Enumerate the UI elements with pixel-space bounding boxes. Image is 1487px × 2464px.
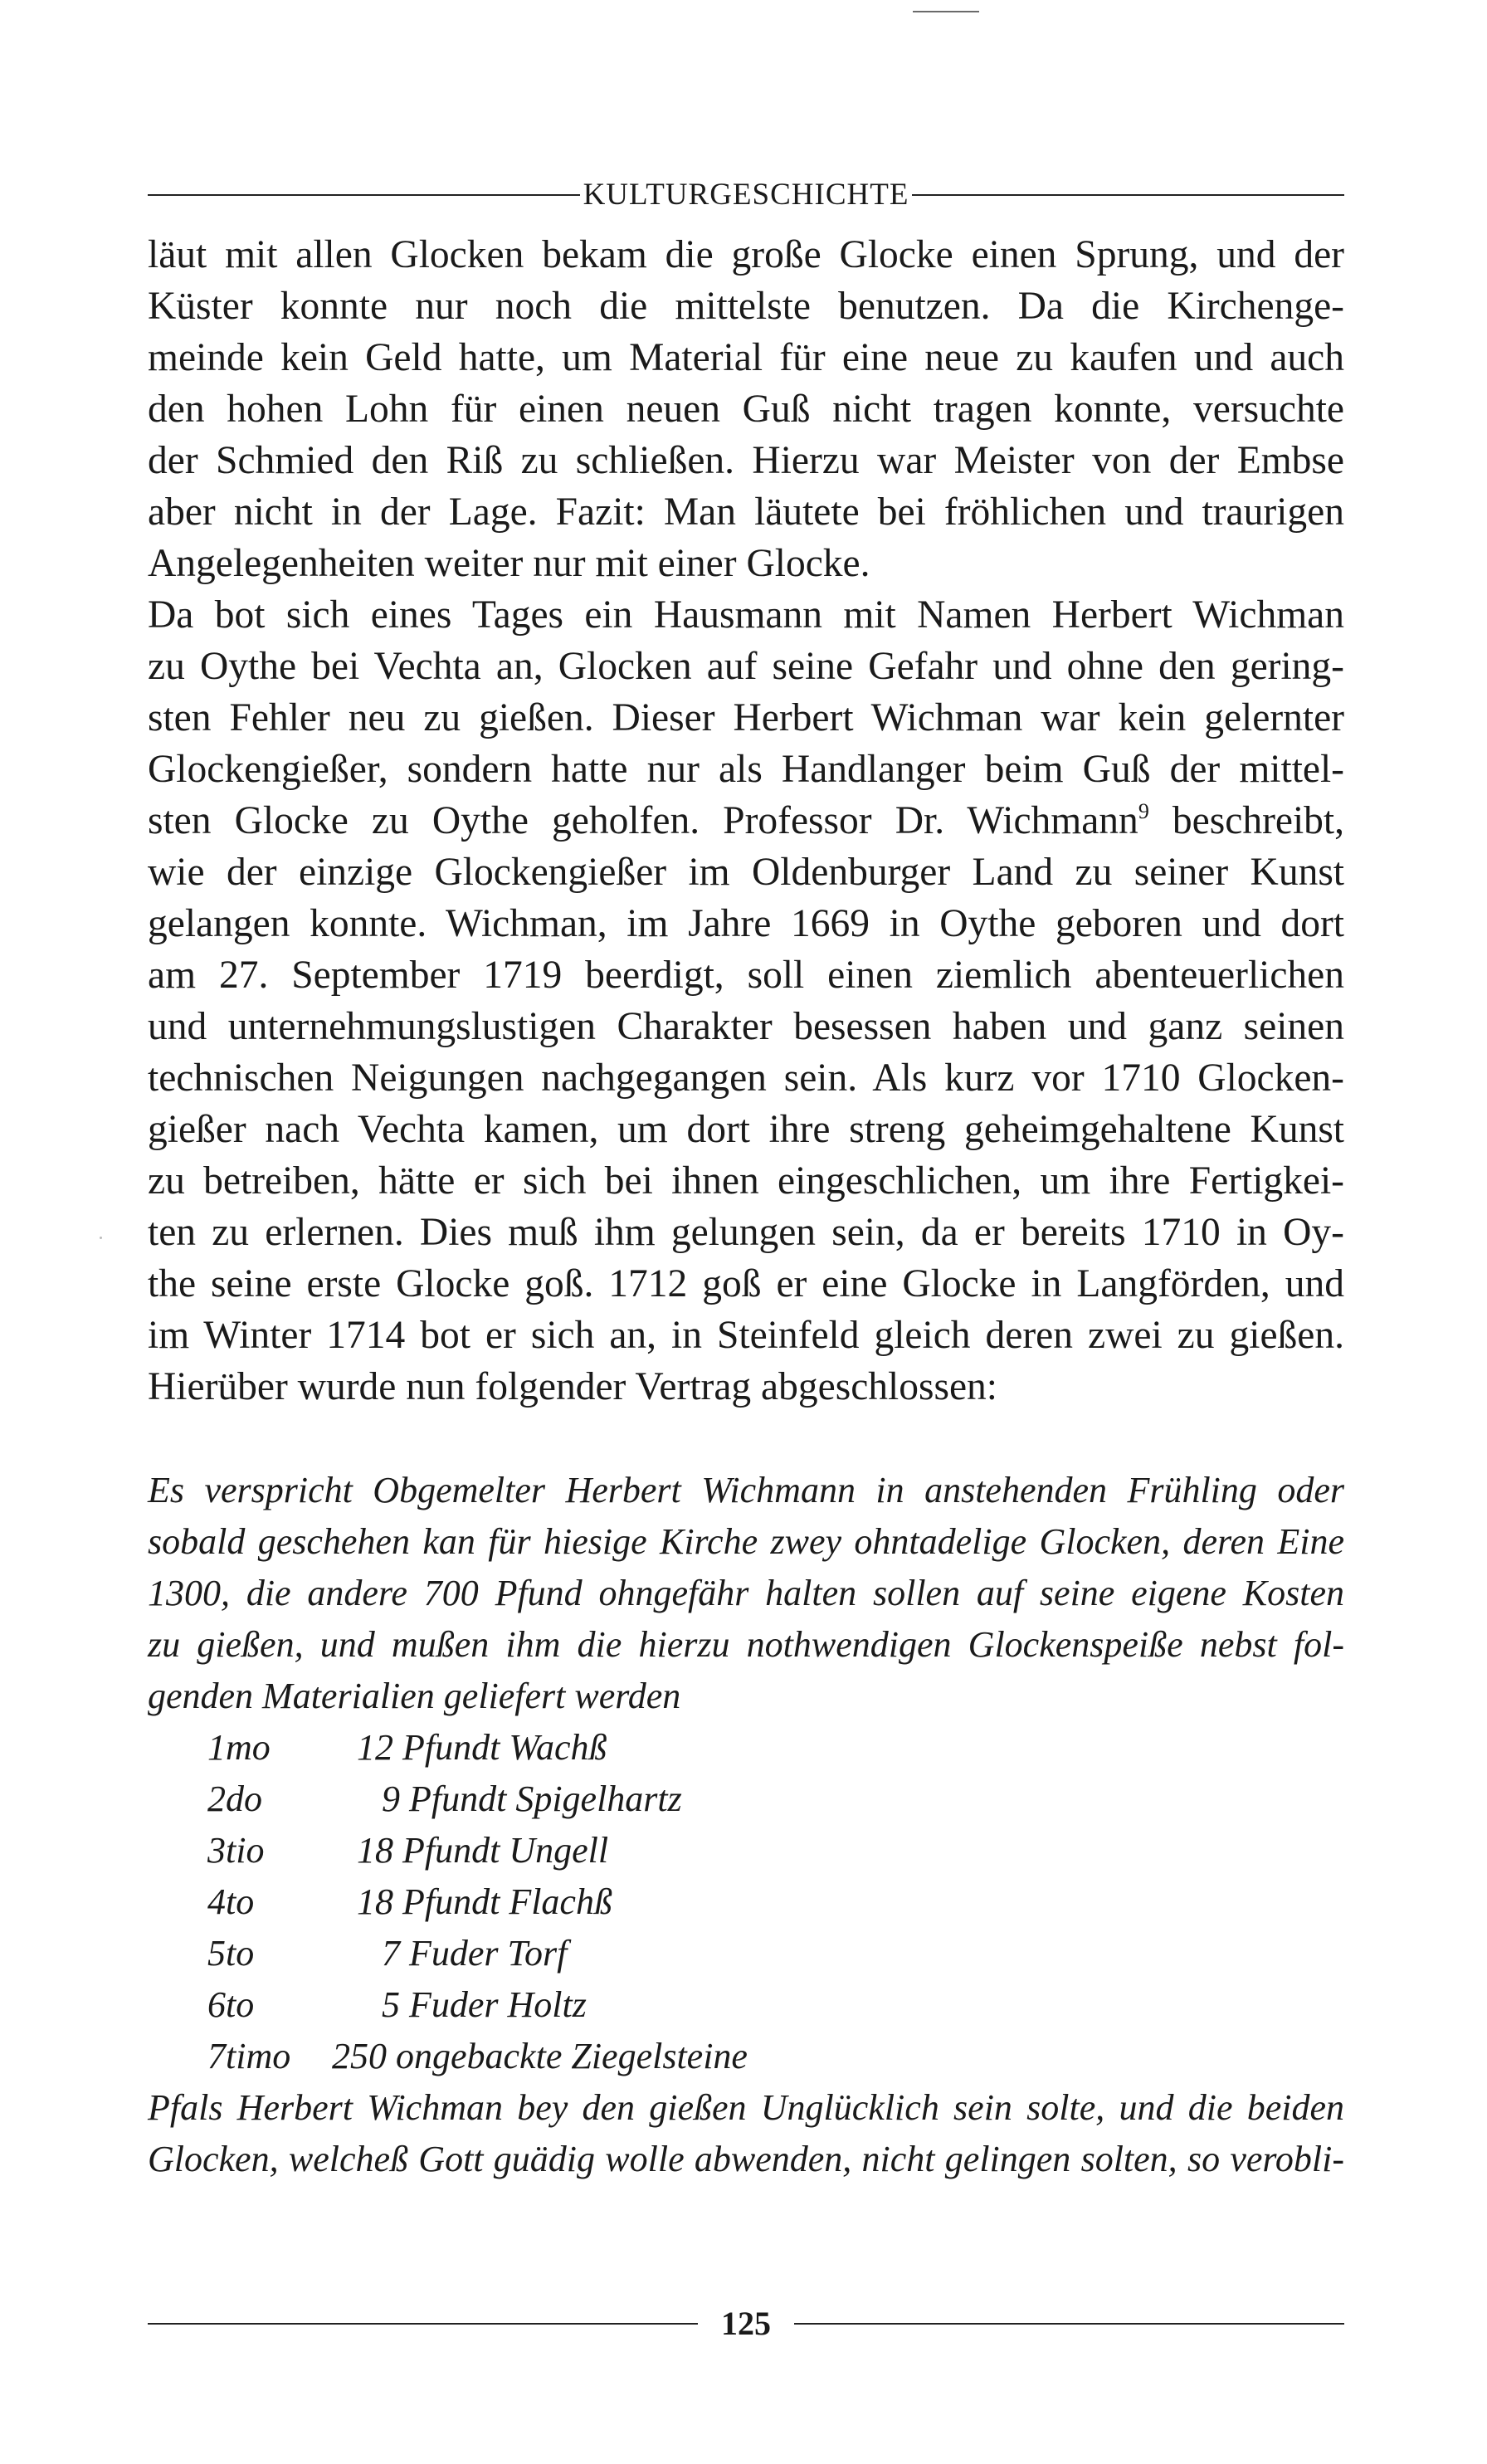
list-item-text: 12 Pfundt Wachß	[357, 1727, 607, 1768]
list-ordinal: 6to	[207, 1984, 255, 2025]
text-line: wie der einzige Glockengießer im Oldenburger Land zu seiner Kunst	[148, 851, 1344, 894]
list-ordinal: 7timo	[207, 2036, 291, 2076]
text-line: der Schmied den Riß zu schließen. Hierzu war Meister von der Embse	[148, 439, 1344, 482]
text-line: zu betreiben, hätte er sich bei ihnen eingeschlichen, um ihre Fertigkei-	[148, 1159, 1344, 1203]
text-line	[148, 795, 1344, 847]
text-line: gelangen konnte. Wichman, im Jahre 1669 in Oythe geboren und dort	[148, 902, 1344, 945]
footer-rule-left	[148, 2323, 698, 2325]
section-title: KULTURGESCHICHTE	[583, 178, 909, 212]
list-item	[148, 1825, 1344, 1876]
text-line-part: sten Glocke zu Oythe geholfen. Professor Dr. Wichmann	[148, 799, 1138, 842]
list-ordinal: 2do	[207, 1778, 262, 1819]
list-item	[148, 1979, 1344, 2031]
list-item-text: 9 Pfundt Spigelhartz	[382, 1778, 682, 1819]
top-edge-mark	[913, 11, 979, 12]
list-ordinal: 5to	[207, 1933, 255, 1974]
quote-line: zu gießen, und mußen ihm die hierzu nothwendigen Glockenspeiße nebst fol-	[148, 1624, 1344, 1665]
list-item	[148, 1928, 1344, 1979]
text-line: Angelegenheiten weiter nur mit einer Glocke.	[148, 542, 870, 585]
text-line: im Winter 1714 bot er sich an, in Steinfeld gleich deren zwei zu gießen.	[148, 1314, 1344, 1357]
body-text	[148, 229, 1344, 1413]
list-ordinal: 4to	[207, 1881, 255, 1922]
materials-list	[148, 1722, 1344, 2082]
list-item	[148, 1774, 1344, 1825]
text-line: und unternehmungslustigen Charakter besessen haben und ganz seinen	[148, 1005, 1344, 1048]
text-line: am 27. September 1719 beerdigt, soll einen ziemlich abenteuerlichen	[148, 954, 1344, 997]
quote-line: Glocken, welcheß Gott guädig wolle abwenden, nicht gelingen solten, so verobli-	[148, 2139, 1344, 2179]
header-rule-right	[912, 194, 1344, 196]
quote-line: sobald geschehen kan für hiesige Kirche zwey ohntadelige Glocken, deren Eine	[148, 1521, 1344, 1562]
text-line: sten Fehler neu zu gießen. Dieser Herbert Wichman war kein gelernter	[148, 696, 1344, 739]
list-item-text: 18 Pfundt Ungell	[357, 1830, 609, 1871]
list-ordinal: 3tio	[207, 1830, 265, 1871]
header-rule-left	[148, 194, 580, 196]
footnote-reference[interactable]: 9	[1138, 799, 1149, 823]
list-item-text: 250 ongebackte Ziegelsteine	[332, 2036, 748, 2076]
text-line-part: beschreibt,	[1172, 799, 1344, 842]
page-number: 125	[721, 2305, 771, 2342]
text-line: Küster konnte nur noch die mittelste benutzen. Da die Kirchenge-	[148, 285, 1344, 328]
page-footer	[148, 2301, 1344, 2347]
quote-line: genden Materialien geliefert werden	[148, 1676, 681, 1716]
text-line: den hohen Lohn für einen neuen Guß nicht tragen konnte, versuchte	[148, 388, 1344, 431]
list-item-text: 7 Fuder Torf	[382, 1933, 568, 1974]
text-line: meinde kein Geld hatte, um Material für eine neue zu kaufen und auch	[148, 336, 1344, 379]
text-line: the seine erste Glocke goß. 1712 goß er eine Glocke in Langförden, und	[148, 1262, 1344, 1305]
list-item	[148, 2031, 1344, 2082]
list-item-text: 5 Fuder Holtz	[382, 1984, 587, 2025]
text-line: Hierüber wurde nun folgender Vertrag abgeschlossen:	[148, 1365, 997, 1408]
list-item-text: 18 Pfundt Flachß	[357, 1881, 612, 1922]
text-line: aber nicht in der Lage. Fazit: Man läutete bei fröhlichen und traurigen	[148, 490, 1344, 534]
quote-line: 1300, die andere 700 Pfund ohngefähr halten sollen auf seine eigene Kosten	[148, 1573, 1344, 1613]
text-line: Da bot sich eines Tages ein Hausmann mit Namen Herbert Wichman	[148, 593, 1344, 637]
text-line: zu Oythe bei Vechta an, Glocken auf seine Gefahr und ohne den gering-	[148, 645, 1344, 688]
list-ordinal: 1mo	[207, 1727, 271, 1768]
quote-line: Es verspricht Obgemelter Herbert Wichmann in anstehenden Frühling oder	[148, 1470, 1344, 1510]
text-line: läut mit allen Glocken bekam die große Glocke einen Sprung, und der	[148, 233, 1344, 276]
running-header	[148, 174, 1344, 216]
contract-quote	[148, 1465, 1344, 2185]
list-item	[148, 1876, 1344, 1928]
footer-rule-right	[794, 2323, 1344, 2325]
text-line: technischen Neigungen nachgegangen sein. Als kurz vor 1710 Glocken-	[148, 1056, 1344, 1100]
text-line: Glockengießer, sondern hatte nur als Handlanger beim Guß der mittel-	[148, 748, 1344, 791]
list-item	[148, 1722, 1344, 1774]
text-line: ten zu erlernen. Dies muß ihm gelungen sein, da er bereits 1710 in Oy-	[148, 1211, 1344, 1254]
quote-line: Pfals Herbert Wichman bey den gießen Unglücklich sein solte, und die beiden	[148, 2087, 1344, 2128]
text-line: gießer nach Vechta kamen, um dort ihre streng geheimgehaltene Kunst	[148, 1108, 1344, 1151]
scan-speck	[100, 1237, 102, 1239]
